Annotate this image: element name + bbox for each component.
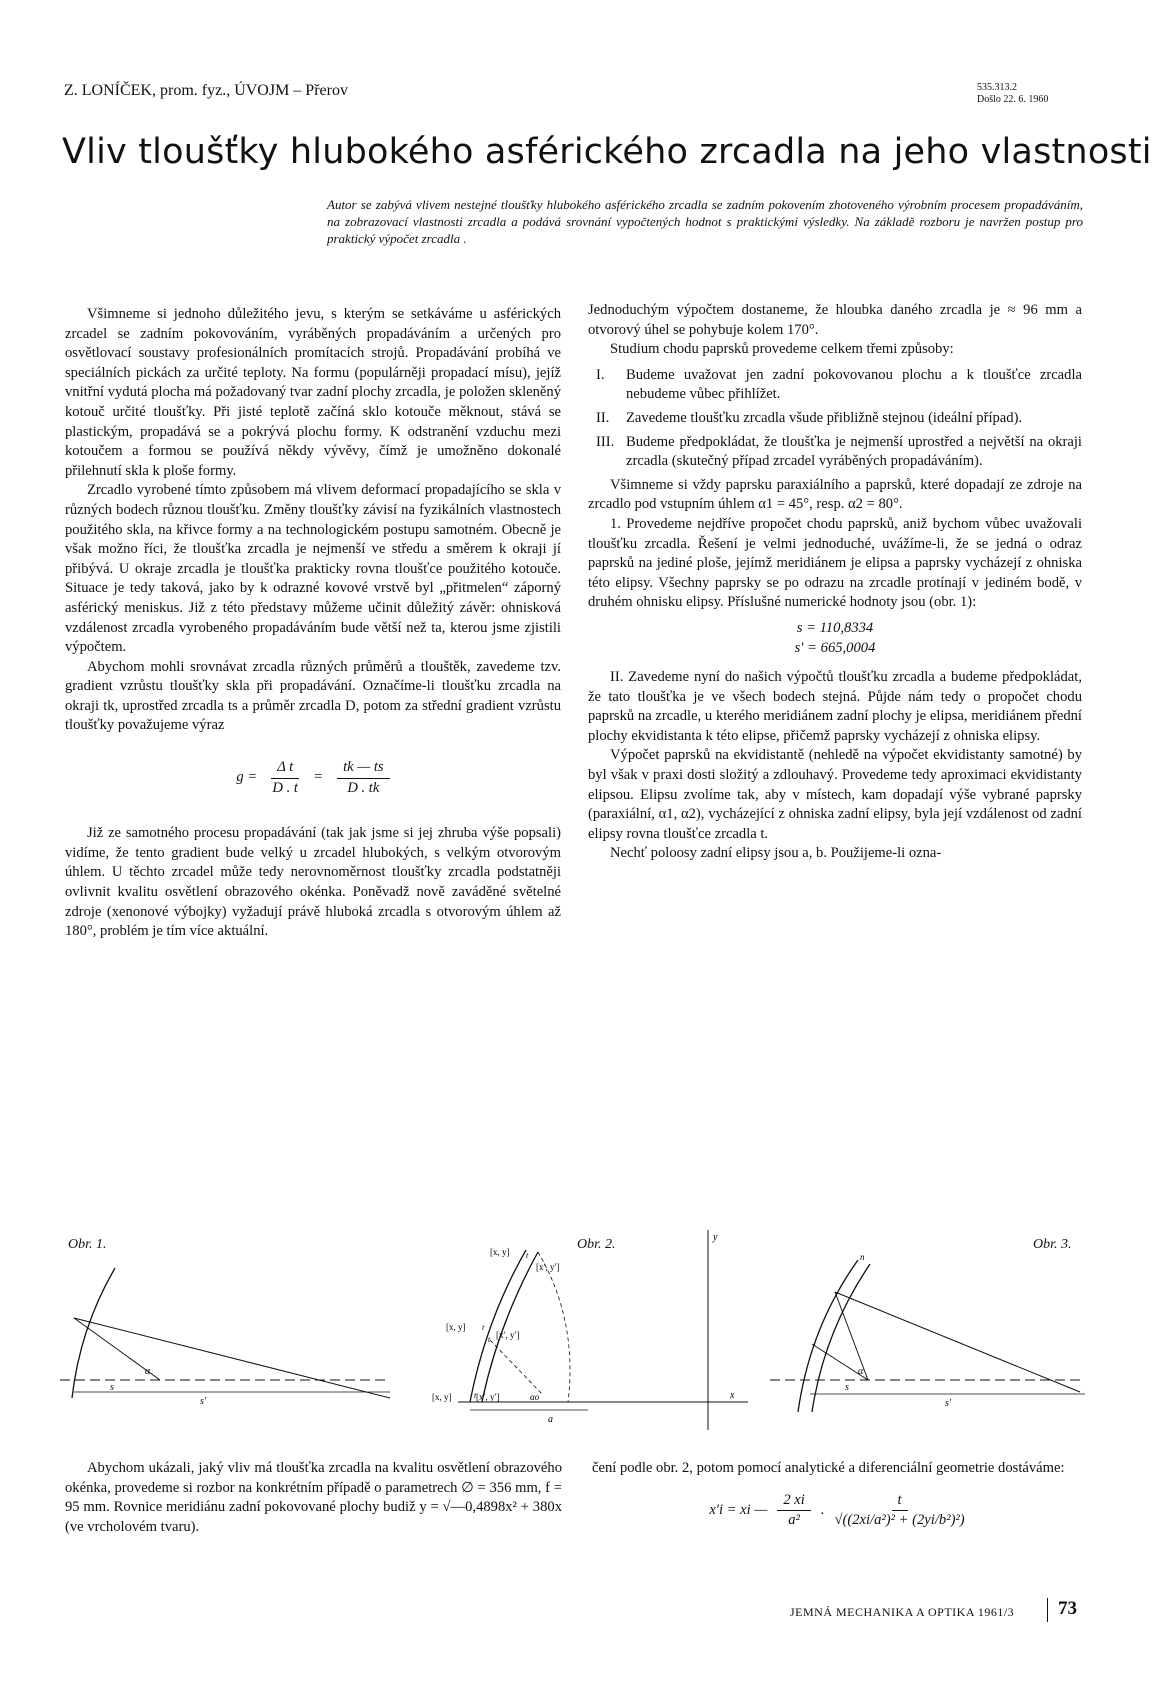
bottom-right-paragraph xyxy=(592,1459,1082,1531)
right-column xyxy=(588,301,1082,864)
fig2-y-label: y xyxy=(713,1232,718,1243)
right-paragraph-4: 1. Provedeme nejdříve propočet chodu paprsků, aniž bychom vůbec uvažovali tloušťku zrcadla. Řešení je velmi jednoduché, uvážíme-li, že se jedná o odraz paprsků na jediné ploše, jejímž meridiánem je elipsa a paprsky vycházejí z ohniska této elipsy. Všechny paprsky se po odrazu na zrcadle protínají v jediném bodě, v druhém ohnisku elipsy. Příslušné numerické hodnoty jsou (obr. 1): xyxy=(588,515,1082,611)
list-item-number: I. xyxy=(596,366,605,383)
list-item-text: Budeme uvažovat jen zadní pokovovanou plochu a k tloušťce zrcadla nebudeme vůbec přihlížet. xyxy=(626,366,1082,403)
abstract: Autor se zabývá vlivem nestejné tloušťky hlubokého asférického zrcadla se zadním pokovením zhotoveného výrobním procesem propadáváním, na zobrazovací vlastnosti zrcadla a podává srovnání vypočtených hodnot s praktickými výsledky. Na základě rozboru je navržen postup pro praktický výpočet zrcadla . xyxy=(327,197,1083,246)
figure-2-label: Obr. 2. xyxy=(577,1237,616,1252)
fig1-alpha-label: α xyxy=(145,1366,151,1377)
journal-footer: JEMNÁ MECHANIKA A OPTIKA 1961/3 xyxy=(790,1605,1015,1619)
author-line: Z. LONÍČEK, prom. fyz., ÚVOJM – Přerov xyxy=(64,82,348,99)
figure-1-label: Obr. 1. xyxy=(68,1237,107,1252)
fig3-alpha-label: α xyxy=(858,1366,864,1377)
derivative-dot: . xyxy=(820,1501,825,1518)
figure-2-diagram xyxy=(428,1230,748,1430)
bottom-left-text: Abychom ukázali, jaký vliv má tloušťka zrcadla na kvalitu osvětlení obrazového okénka, provedeme si rozbor na konkrétním případě o parametrech ∅ = 356 mm, f = 95 mm. Rovnice meridiánu zadní pokovované plochy budiž y = √—0,4898x² + 380x (ve vrcholovém tvaru). xyxy=(65,1460,562,1535)
list-item xyxy=(588,433,1082,472)
article-meta xyxy=(977,82,1048,106)
equation-s-prime: s′ = 665,0004 xyxy=(794,639,876,656)
formula-fraction-2 xyxy=(337,758,390,798)
derivative-fraction-2 xyxy=(834,1491,964,1531)
gradient-formula xyxy=(65,758,561,798)
fig2-thickness-label-4: t xyxy=(474,1391,477,1400)
right-paragraph-6: Výpočet paprsků na ekvidistantě (nehledě na výpočet ekvidistanty samotné) by byl však v praxi dosti složitý a zdlouhavý. Provedeme tedy aproximaci ekvidistanty elipsou. Elipsu zvolíme tak, aby v místech, kam dopadají výše vybrané paprsky (paraxiální, α1, α2), vycházející z ohniska zadní elipsy, byla její vzdálenost od zadní elipsy rovna tloušťce zrcadla t. xyxy=(588,747,1082,842)
fig2-x-label: x xyxy=(730,1390,735,1401)
fig2-back-surface xyxy=(470,1250,526,1402)
fig2-alpha-label: αo xyxy=(530,1392,540,1402)
fig2-construction-arc xyxy=(538,1252,570,1402)
list-item-text: Budeme předpokládat, že tloušťka je nejmenší uprostřed a největší na okraji zrcadla (skutečný případ zrcadel vyráběných propadáváním). xyxy=(626,433,1082,470)
result-equations xyxy=(588,619,1082,658)
derivative-fraction-1 xyxy=(777,1491,810,1531)
formula-equals: = xyxy=(313,769,324,786)
page-number: 73 xyxy=(1058,1598,1077,1619)
right-paragraph-7: Nechť poloosy zadní elipsy jsou a, b. Použijeme-li ozna- xyxy=(610,845,942,862)
list-item-number: II. xyxy=(596,409,610,426)
left-paragraph-4: Již ze samotného procesu propadávání (tak jak jsme si jej zhruba výše popsali) vidíme, že tento gradient bude velký u zrcadel hlubokých, s velkým otvorovým úhlem. U těchto zrcadel může tedy nerovnoměrnost tloušťky zrcadla podstatněji ovlivnit kvalitu osvětlení obrazového okénka. Poněvadž nově zaváděné světelné zdroje (xenonové výbojky) vyžadují právě hluboká zrcadla s otvorovým úhlem až 180°, problém je tím více aktuální. xyxy=(65,825,561,940)
fraction-2-numerator: tk — ts xyxy=(337,758,390,779)
method-list xyxy=(588,366,1082,472)
figure-1-diagram xyxy=(60,1258,400,1428)
list-item-number: III. xyxy=(596,433,615,450)
left-paragraph-1: Všimneme si jednoho důležitého jevu, s kterým se setkáváme u asférických zrcadel se zadním pokovováním, vyráběných propadáváním a určených pro osvětlovací soustavy profesionálních promítacích strojů. Propadávání probíhá ve speciálních pickách za určité teploty. Na formu (populárněji propadací mísu), jejíž vnitřní vydutá plocha má požadovaný tvar zadní plochy zrcadla, je položen skleněný kotouč určité tloušťky. Při jisté teplotě začíná sklo kotouče měknout, stává se plastickým, propadává se a pokrývá plochu formy. K odstranění vzduchu mezi kotoučem a formou se používá někdy vývěvy, čímž je umožněno dokonalé přilehnutí skla k ploše formy. xyxy=(65,306,561,479)
fraction-1-denominator: D . t xyxy=(272,779,298,796)
fraction-1-numerator: Δ t xyxy=(271,758,299,779)
right-paragraph-3: Všimneme si vždy paprsku paraxiálního a paprsků, které dopadají ze zdroje na zrcadlo pod vstupním úhlem α1 = 45°, resp. α2 = 80°. xyxy=(588,476,1082,513)
derivative-lhs: x′i = xi — xyxy=(709,1501,768,1518)
list-item xyxy=(588,366,1082,405)
fig3-reflected-ray xyxy=(835,1292,1080,1392)
fig3-back-surface xyxy=(798,1260,858,1412)
fig1-s-prime-label: s′ xyxy=(200,1396,207,1407)
derivative-fraction-2-numerator: t xyxy=(892,1491,908,1512)
list-item-text: Zavedeme tloušťku zrcadla všude přibližně stejnou (ideální případ). xyxy=(626,409,1023,426)
figure-3-diagram xyxy=(770,1252,1090,1432)
formula-fraction-1 xyxy=(271,758,299,798)
bottom-right-text: čení podle obr. 2, potom pomocí analytické a diferenciální geometrie dostáváme: xyxy=(592,1460,1065,1476)
list-item xyxy=(588,409,1082,429)
fig1-mirror-curve xyxy=(72,1268,115,1398)
fig2-thickness-label-1: t xyxy=(526,1251,529,1260)
fig2-point-5: [x, y] xyxy=(432,1392,452,1402)
udc-code: 535.313.2 xyxy=(977,82,1017,93)
fraction-2-denominator: D . tk xyxy=(347,779,380,796)
right-paragraph-1: Jednoduchým výpočtem dostaneme, že hloubka daného zrcadla je ≈ 96 mm a otvorový úhel se pohybuje kolem 170°. xyxy=(588,302,1082,338)
fig1-reflected-ray xyxy=(74,1318,390,1398)
derivative-formula xyxy=(592,1491,1082,1531)
fig3-s-label: s xyxy=(845,1382,849,1393)
fig2-thickness-label-2: t xyxy=(482,1323,485,1332)
right-paragraph-2: Studium chodu paprsků provedeme celkem třemi způsoby: xyxy=(610,341,954,358)
fig2-point-6: [x′, y′] xyxy=(476,1392,500,1402)
fig2-point-4: [x′, y′] xyxy=(496,1330,520,1340)
equation-s: s = 110,8334 xyxy=(796,619,874,636)
footer-divider xyxy=(1047,1598,1048,1622)
fig2-a-label: a xyxy=(548,1414,553,1425)
fig2-point-3: [x, y] xyxy=(446,1322,466,1332)
derivative-fraction-1-numerator: 2 xi xyxy=(777,1491,810,1512)
formula-lhs: g = xyxy=(236,769,258,786)
left-column xyxy=(65,305,561,942)
received-date: Došlo 22. 6. 1960 xyxy=(977,94,1049,105)
bottom-left-paragraph xyxy=(65,1459,562,1537)
fig2-point-2: [x′, y′] xyxy=(536,1262,560,1272)
fig1-s-label: s xyxy=(110,1382,114,1393)
left-paragraph-3: Abychom mohli srovnávat zrcadla různých průměrů a tlouštěk, zavedeme tzv. gradient vzrůstu tloušťky skla při propadávání. Označíme-li tloušťku zrcadla na okraji tk, uprostřed zrcadla ts a průměr zrcadla D, potom za střední gradient vzrůstu tloušťky považujeme výraz xyxy=(65,658,561,734)
derivative-fraction-1-denominator: a² xyxy=(788,1512,800,1529)
left-paragraph-2: Zrcadlo vyrobené tímto způsobem má vlivem deformací propadajícího se skla v různých bodech různou tloušťku. Změny tloušťky závisí na fyzikálních vlastnostech použitého skla, na křivce formy a na technologickém postupu samotném. Obecně je však možno říci, že tloušťka zrcadla je nejmenší ve středu a směrem k okraji jí přibývá. U okraje zrcadla je tloušťka prakticky rovna tloušťce použitého kotouče. Situace je tedy taková, jako by k odrazné kovové vrstvě byl „přitmelen“ záporný asférický meniskus. Již z této představy můžeme učinit důležitý závěr: ohnisková vzdálenost zrcadla vyrobeného propadáváním bude větší než ta, kterou jsme zjistili výpočtem. xyxy=(65,482,561,656)
fig3-s-prime-label: s′ xyxy=(945,1398,952,1409)
fig2-point-1: [x, y] xyxy=(490,1247,510,1257)
right-paragraph-5: II. Zavedeme nyní do našich výpočtů tloušťku zrcadla a budeme předpokládat, že tato tloušťka je ve všech bodech stejná. Půjde nám tedy o propočet chodu paprsků na zrcadle, u kterého meridiánem zadní plochy je elipsa, meridiánem přední plochy ekvidistanta k této elipse, přičemž paprsky vycházejí z ohniska elipsy. xyxy=(588,669,1082,744)
derivative-fraction-2-denominator: √((2xi/a²)² + (2yi/b²)²) xyxy=(834,1512,965,1529)
article-title: Vliv tloušťky hlubokého asférického zrcadla na jeho vlastnosti xyxy=(62,132,1152,172)
fig2-thickness-label-3: t xyxy=(488,1335,491,1344)
figure-3-label: Obr. 3. xyxy=(1033,1237,1072,1252)
fig2-normal-line xyxy=(490,1340,543,1395)
fig3-n-label: n xyxy=(860,1252,865,1262)
